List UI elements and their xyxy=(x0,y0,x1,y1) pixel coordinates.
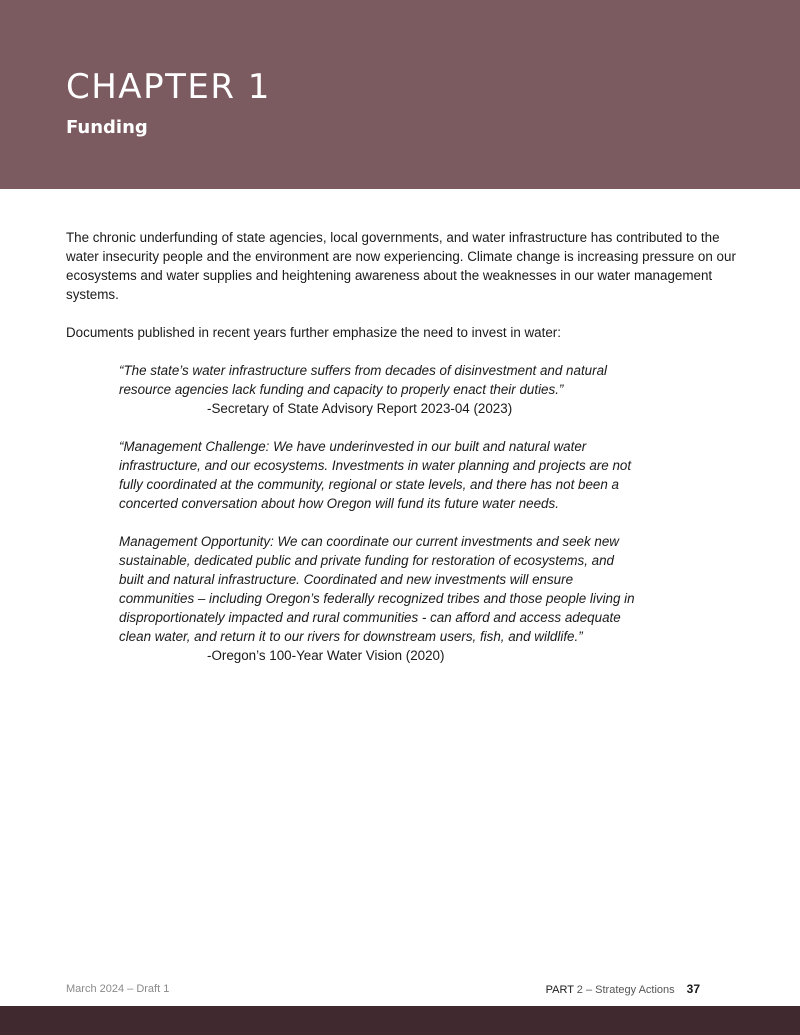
chapter-title: CHAPTER 1 xyxy=(66,67,271,107)
footer-part-info xyxy=(546,982,700,996)
footer-draft-label: March 2024 – Draft 1 xyxy=(66,983,170,995)
lead-in-paragraph: Documents published in recent years further emphasize the need to invest in water: xyxy=(66,325,561,340)
main-content xyxy=(66,228,736,684)
intro-paragraph: The chronic underfunding of state agencies, local governments, and water infrastructure has contributed to the water insecurity people and the environment are now experiencing. Climate change is increasing pressure on our ecosystems and water supplies and heightening awareness about the weaknesses in our water management systems. xyxy=(66,230,736,302)
footer-part-rest: 2 – Strategy Actions xyxy=(573,984,675,996)
quote-source: -Oregon’s 100-Year Water Vision (2020) xyxy=(207,648,445,663)
footer-part-label: PART xyxy=(545,984,574,996)
quote-block xyxy=(119,361,639,665)
quote-source: -Secretary of State Advisory Report 2023-04 (2023) xyxy=(207,401,513,416)
chapter-subtitle: Funding xyxy=(66,117,148,138)
quote-text: “The state’s water infrastructure suffers from decades of disinvestment and natural resource agencies lack funding and capacity to properly enact their duties.” xyxy=(119,363,607,397)
page-number: 37 xyxy=(686,982,700,996)
quote-text: “Management Challenge: We have underinvested in our built and natural water infrastructure, and our ecosystems. Investments in water planning and projects are not fully coordinated at the community, regional or state levels, and there has not been a concerted conversation about how Oregon will fund its future water needs. xyxy=(119,439,632,511)
quote-gap xyxy=(119,513,639,532)
quote-text: Management Opportunity: We can coordinate our current investments and seek new sustainable, dedicated public and private funding for restoration of ecosystems, and built and natural infrastructure. Coordinated and new investments will ensure communities – including Oregon’s federally recognized tribes and those people living in disproportionately impacted and rural communities - can afford and access adequate clean water, and return it to our rivers for downstream users, fish, and wildlife.” xyxy=(119,534,635,644)
chapter-header-band xyxy=(0,0,800,189)
footer-band xyxy=(0,1006,800,1035)
